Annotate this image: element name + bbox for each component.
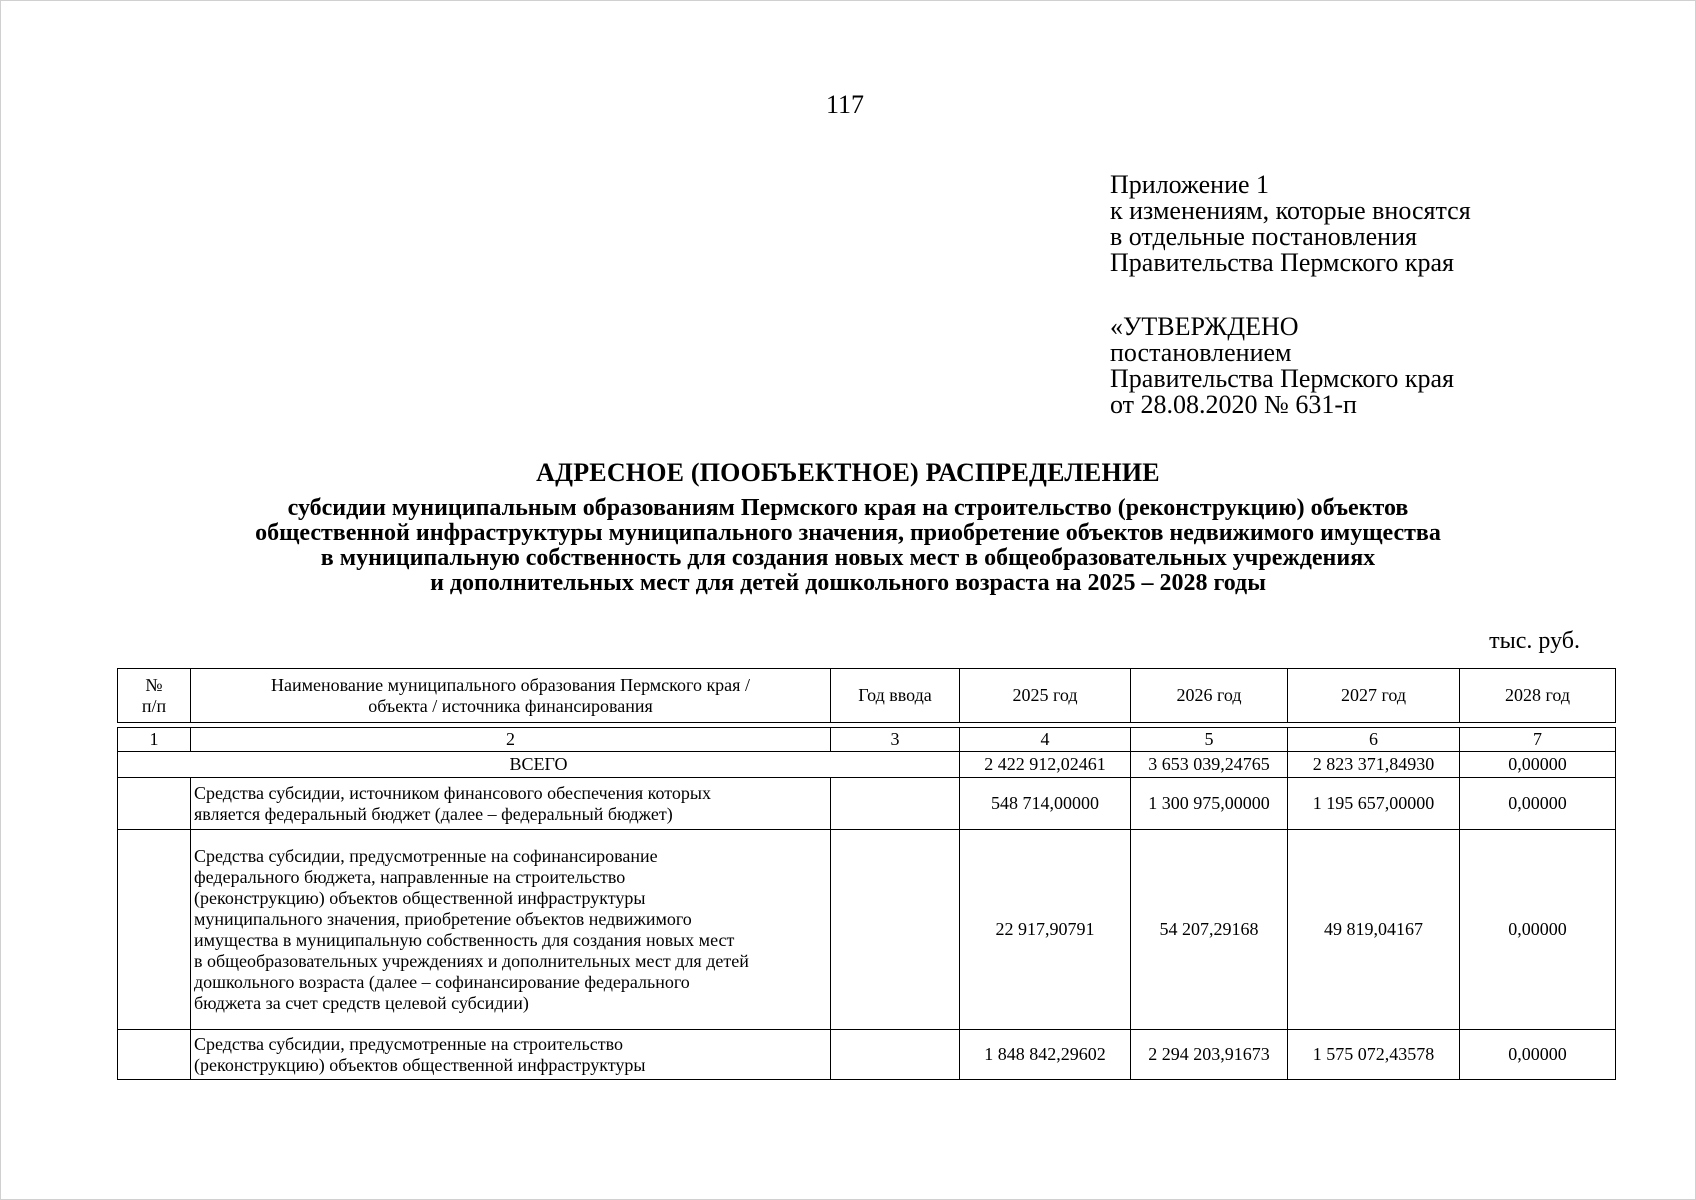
col-number: 7 <box>1460 728 1616 752</box>
row-num-cell <box>118 778 191 830</box>
column-number-row <box>118 728 1616 752</box>
header-row <box>118 669 1616 723</box>
approval-line: Правительства Пермского края <box>1110 364 1454 393</box>
description-line: Средства субсидии, источником финансового обеспечения которых <box>194 782 711 803</box>
header-name <box>191 669 831 723</box>
row-description <box>191 1030 831 1080</box>
row-2028: 0,00000 <box>1460 1030 1616 1080</box>
description-line: Средства субсидии, предусмотренные на строительство <box>194 1033 623 1054</box>
row-description <box>191 830 831 1030</box>
col-number: 5 <box>1131 728 1288 752</box>
approval-note <box>1110 314 1570 418</box>
col-number: 1 <box>118 728 191 752</box>
description-line: бюджета за счет средств целевой субсидии) <box>194 992 529 1013</box>
header-name-line: Наименование муниципального образования Пермского края / <box>271 674 750 695</box>
total-2025: 2 422 912,02461 <box>960 752 1131 778</box>
total-row <box>118 752 1616 778</box>
row-num-cell <box>118 1030 191 1080</box>
row-2027: 1 195 657,00000 <box>1288 778 1460 830</box>
appendix-line: к изменениям, которые вносятся <box>1110 196 1471 225</box>
header-2026: 2026 год <box>1131 669 1288 723</box>
row-2028: 0,00000 <box>1460 778 1616 830</box>
description-line: (реконструкцию) объектов общественной инфраструктуры <box>194 1054 646 1075</box>
description-line: Средства субсидии, предусмотренные на софинансирование <box>194 845 658 866</box>
total-2028: 0,00000 <box>1460 752 1616 778</box>
col-number: 6 <box>1288 728 1460 752</box>
table-row <box>118 1030 1616 1080</box>
table-row <box>118 830 1616 1030</box>
row-year-cell <box>831 778 960 830</box>
row-2025: 22 917,90791 <box>960 830 1131 1030</box>
header-num-line: № <box>145 674 163 695</box>
total-label: ВСЕГО <box>118 752 960 778</box>
header-2027: 2027 год <box>1288 669 1460 723</box>
units-label: тыс. руб. <box>1489 628 1580 654</box>
col-number: 2 <box>191 728 831 752</box>
approval-line: от 28.08.2020 № 631-п <box>1110 390 1357 419</box>
row-description <box>191 778 831 830</box>
header-num <box>118 669 191 723</box>
appendix-note <box>1110 172 1570 276</box>
description-line: имущества в муниципальную собственность для создания новых мест <box>194 929 735 950</box>
document-subtitle <box>80 496 1616 596</box>
row-2025: 1 848 842,29602 <box>960 1030 1131 1080</box>
header-name-line: объекта / источника финансирования <box>368 695 653 716</box>
subtitle-line: субсидии муниципальным образованиям Пермского края на строительство (реконструкцию) объектов <box>287 495 1409 521</box>
page-number: 117 <box>825 90 865 119</box>
description-line: является федеральный бюджет (далее – федеральный бюджет) <box>194 803 673 824</box>
header-num-line: п/п <box>141 695 167 716</box>
total-2027: 2 823 371,84930 <box>1288 752 1460 778</box>
approval-line: постановлением <box>1110 338 1292 367</box>
table-row <box>118 778 1616 830</box>
row-2027: 49 819,04167 <box>1288 830 1460 1030</box>
appendix-line: Приложение 1 <box>1110 170 1270 199</box>
row-2026: 1 300 975,00000 <box>1131 778 1288 830</box>
approval-line: «УТВЕРЖДЕНО <box>1110 312 1299 341</box>
header-2028: 2028 год <box>1460 669 1616 723</box>
appendix-line: в отдельные постановления <box>1110 222 1417 251</box>
document-title: АДРЕСНОЕ (ПООБЪЕКТНОЕ) РАСПРЕДЕЛЕНИЕ <box>536 458 1160 487</box>
row-2026: 54 207,29168 <box>1131 830 1288 1030</box>
row-year-cell <box>831 1030 960 1080</box>
row-2026: 2 294 203,91673 <box>1131 1030 1288 1080</box>
row-num-cell <box>118 830 191 1030</box>
row-2028: 0,00000 <box>1460 830 1616 1030</box>
row-2027: 1 575 072,43578 <box>1288 1030 1460 1080</box>
col-number: 4 <box>960 728 1131 752</box>
subtitle-line: и дополнительных мест для детей дошкольного возраста на 2025 – 2028 годы <box>430 570 1266 596</box>
row-year-cell <box>831 830 960 1030</box>
header-year: Год ввода <box>831 669 960 723</box>
subtitle-line: общественной инфраструктуры муниципального значения, приобретение объектов недвижимого имущества <box>255 520 1441 546</box>
description-line: муниципального значения, приобретение объектов недвижимого <box>194 908 692 929</box>
description-line: дошкольного возраста (далее – софинансирование федерального <box>194 971 690 992</box>
col-number: 3 <box>831 728 960 752</box>
appendix-line: Правительства Пермского края <box>1110 248 1454 277</box>
description-line: в общеобразовательных учреждениях и дополнительных мест для детей <box>194 950 749 971</box>
subtitle-line: в муниципальную собственность для создания новых мест в общеобразовательных учреждениях <box>320 545 1376 571</box>
distribution-table <box>117 668 1616 1080</box>
total-2026: 3 653 039,24765 <box>1131 752 1288 778</box>
header-2025: 2025 год <box>960 669 1131 723</box>
description-line: (реконструкцию) объектов общественной инфраструктуры <box>194 887 646 908</box>
row-2025: 548 714,00000 <box>960 778 1131 830</box>
description-line: федерального бюджета, направленные на строительство <box>194 866 626 887</box>
